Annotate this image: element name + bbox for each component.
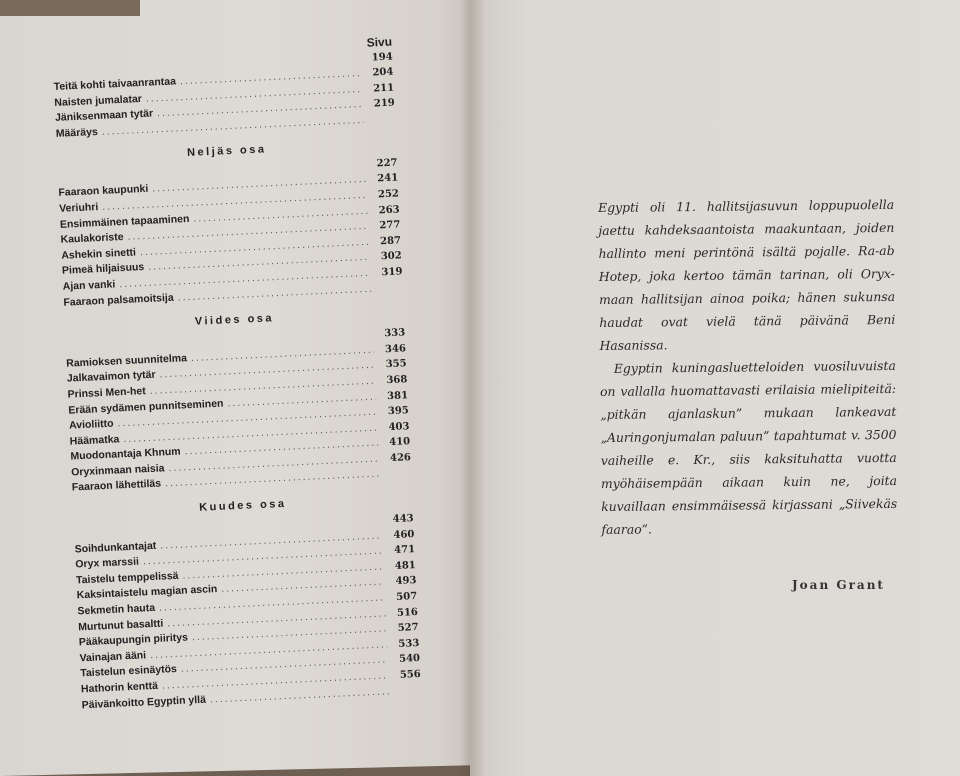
foreword-text (598, 193, 898, 541)
toc-entry-page: 277 (379, 219, 401, 232)
toc-entry-title: Jäniksenmaan tytär (54, 107, 154, 125)
toc-entry-title: Taistelun esinäytös (80, 663, 178, 680)
toc-entry-page: 355 (385, 358, 407, 371)
toc-entry-page: 263 (378, 203, 400, 216)
toc-entry-title: Määräys (55, 125, 99, 140)
toc-entry-title: Murtunut basaltti (77, 617, 164, 634)
toc-entry-page: 481 (394, 559, 417, 572)
toc-entry-title: Teitä kohti taivaanrantaa (53, 75, 177, 93)
toc-entry-title: Oryx marssii (75, 555, 140, 571)
toc-entry-page (394, 692, 422, 693)
toc-entry-title: Oryxinmaan naisia (70, 462, 165, 479)
foreword-paragraph: Egypti oli 11. hallitsijasuvun loppupuolella jaettu kahdeksaantoista maakuntaan, joiden hallinto meni perintönä isältä pojalle. Ra-ab Hotep, joka kertoo tämän tarinan, oli Oryx-maan hallitsijan ainoa poika; hänen sukunsa haudat ovat vielä tänä päivänä Beni Hasanissa. (598, 196, 896, 353)
toc-entry-page: 460 (393, 528, 415, 541)
toc-entry-title: Muodonantaja Khnum (70, 445, 181, 463)
toc-entry-page: 556 (399, 668, 421, 681)
author-signature: Joan Grant (792, 578, 885, 592)
toc-entry-title: Ramioksen suunnitelma (65, 351, 188, 370)
table-of-contents (52, 35, 422, 714)
toc-entry-title: Erään sydämen punnitseminen (68, 397, 224, 417)
toc-entry-title: Avioliitto (68, 417, 114, 432)
toc-entry-title: Faaraon kaupunki (58, 183, 149, 200)
toc-entry-page: 443 (392, 513, 414, 526)
toc-entry-page: 540 (398, 653, 421, 666)
toc-entry-title: Prinssi Men-het (67, 385, 147, 401)
book-gutter (460, 0, 486, 776)
toc-entry-title: Soihdunkantajat (74, 539, 157, 556)
toc-entry-title: Faaraon palsamoitsija (63, 291, 174, 309)
toc-entry-page: 346 (384, 342, 407, 355)
background-edge (0, 0, 140, 16)
toc-entry-title: Päivänkoitto Egyptin yllä (81, 693, 207, 711)
toc-entry-page: 204 (372, 66, 394, 79)
toc-entry-title: Kaulakoriste (60, 231, 124, 246)
toc-entry-title: Veriuhri (58, 201, 99, 215)
toc-entry-page: 403 (388, 420, 410, 433)
toc-entry-page: 252 (377, 188, 400, 201)
toc-entry-title: Naisten jumalatar (54, 92, 143, 109)
toc-part-title: Kuudes osa (198, 497, 287, 514)
toc-entry-title: Vainajan ääni (79, 649, 147, 665)
toc-entry-page: 493 (395, 575, 417, 588)
toc-entry-page: 241 (377, 172, 399, 185)
toc-entry-page (375, 290, 403, 291)
foreword-paragraph: Egyptin kuningasluetteloiden vuosiluvuista on vallalla huomattavasti erilaisia mielipiteitä: „pitkän ajanlaskun” mukaan lankeavat „Auringonjumalan paluun” tapahtumat v. 3500 vaiheille e. Kr., siis kaksituhatta vuotta myöhäisempään aikaan kuin ne, joita kuvaillaan ensimmäisessä kirjassani „Siivekäs faarao”. (599, 357, 898, 537)
toc-part-entries (74, 511, 422, 713)
toc-entry-title: Taistelu temppelissä (75, 569, 179, 587)
toc-entry-page (368, 121, 396, 122)
toc-entry-page: 319 (381, 266, 403, 279)
toc-entry-page: 302 (380, 250, 402, 263)
toc-entry-title: Ashekin sinetti (61, 246, 137, 262)
toc-entry-page: 211 (372, 82, 395, 95)
toc-entry-title: Faaraon lähettiläs (71, 477, 162, 495)
toc-entry-page: 368 (386, 374, 408, 387)
toc-entry-page: 533 (398, 637, 420, 650)
toc-entry-page: 219 (373, 97, 396, 110)
toc-lead-page: 227 (376, 157, 398, 170)
toc-part-title: Viides osa (194, 312, 275, 328)
toc-entry-page: 410 (389, 436, 411, 449)
toc-page-header: Sivu (366, 34, 393, 50)
toc-entry-title: Ajan vanki (62, 278, 116, 293)
toc-part-entries (65, 325, 412, 496)
toc-entry-title: Häämatka (69, 433, 120, 448)
toc-part-entries (58, 171, 403, 311)
toc-entry-page: 333 (384, 327, 406, 340)
toc-lead-page: 194 (371, 51, 393, 64)
toc-entry-page: 395 (387, 405, 409, 418)
toc-entry-page: 381 (386, 389, 409, 402)
toc-entry-page (384, 476, 412, 477)
toc-entry-page: 471 (393, 544, 416, 557)
toc-entry-page: 426 (389, 452, 412, 464)
toc-entry-title: Hathorin kenttä (80, 679, 159, 696)
toc-entry-title: Ensimmäinen tapaaminen (59, 212, 190, 231)
toc-part-title: Neljäs osa (186, 143, 267, 160)
toc-entry-page: 287 (379, 235, 402, 248)
toc-entry-page: 527 (397, 622, 419, 635)
toc-entry-title: Pääkaupungin piiritys (78, 631, 189, 649)
toc-entry-title: Sekmetin hauta (77, 601, 156, 618)
toc-entry-page: 507 (396, 591, 418, 603)
toc-entry-title: Jalkavaimon tytär (66, 368, 156, 385)
toc-entry-title: Pimeä hiljaisuus (61, 261, 145, 278)
toc-entry-title: Kaksintaistelu magian ascin (76, 583, 218, 602)
toc-entry-page: 516 (396, 606, 419, 619)
